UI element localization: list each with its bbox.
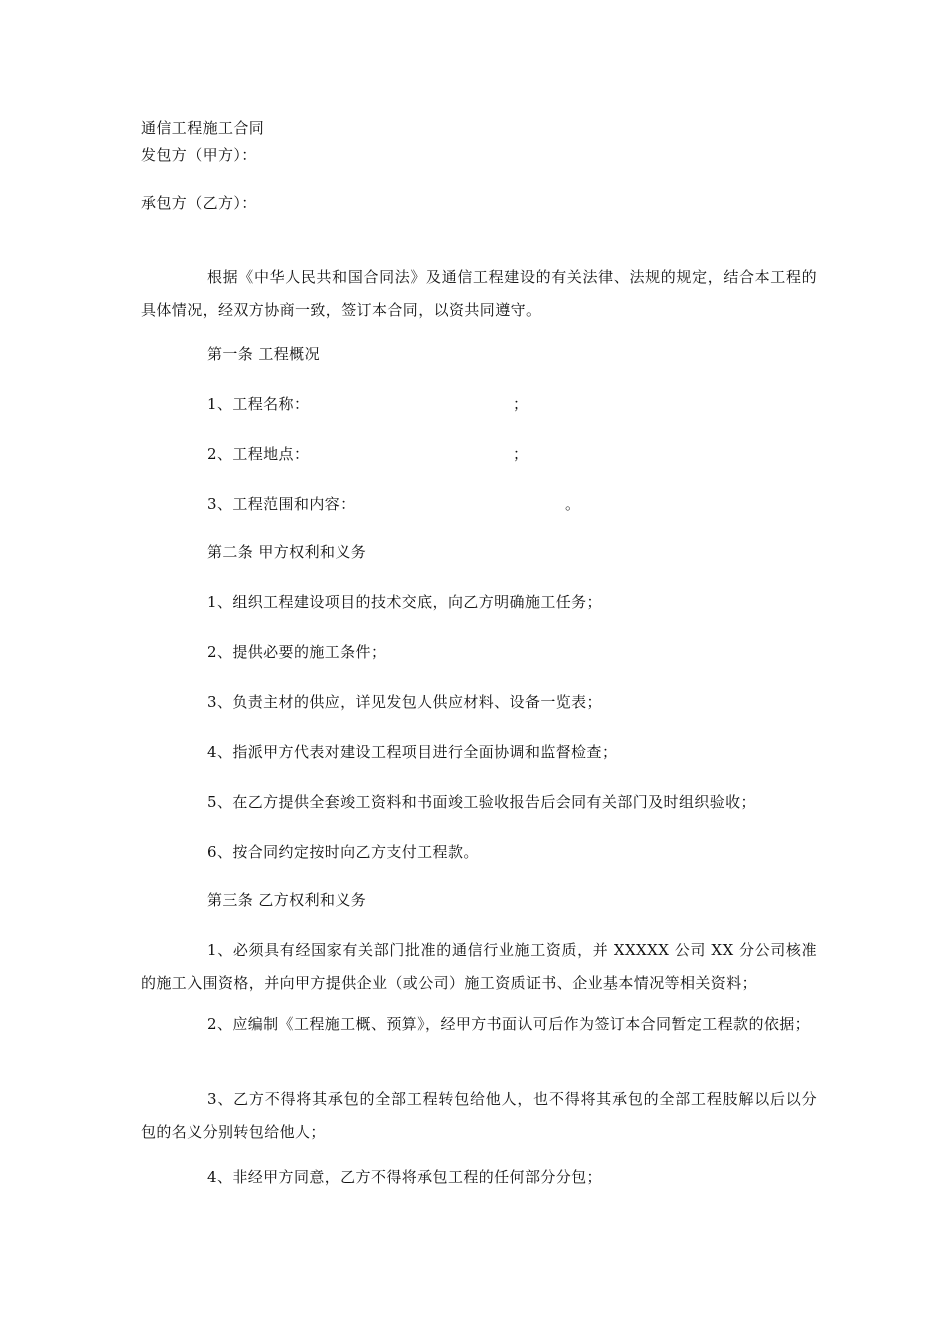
party-a-line: 发包方（甲方）： [141, 146, 257, 164]
article3-heading: 第三条 乙方权利和义务 [207, 891, 367, 909]
article2-item-1: 1、组织工程建设项目的技术交底，向乙方明确施工任务； [207, 593, 602, 611]
party-b-line: 承包方（乙方）： [141, 194, 257, 212]
article2-item-2: 2、提供必要的施工条件； [207, 643, 387, 661]
article1-item1-label: 1、工程名称： [207, 395, 310, 413]
article1-item2-label: 2、工程地点： [207, 445, 310, 463]
article3-item-1: 1、必须具有经国家有关部门批准的通信行业施工资质，并 XXXXX 公司 XX 分公司核准的施工入围资格，并向甲方提供企业（或公司）施工资质证书、企业基本情况等相关资料； [141, 941, 817, 992]
article3-item-4: 4、非经甲方同意，乙方不得将承包工程的任何部分分包； [207, 1168, 602, 1186]
article2-item-4: 4、指派甲方代表对建设工程项目进行全面协调和监督检查； [207, 743, 618, 761]
article2-heading: 第二条 甲方权利和义务 [207, 543, 367, 561]
article3-item-3: 3、乙方不得将其承包的全部工程转包给他人，也不得将其承包的全部工程肢解以后以分包的名义分别转包给他人； [141, 1090, 817, 1141]
document-title: 通信工程施工合同 [141, 119, 265, 137]
article1-item2-end: ； [513, 445, 529, 463]
article2-item-5: 5、在乙方提供全套竣工资料和书面竣工验收报告后会同有关部门及时组织验收； [207, 793, 756, 811]
article1-item1-end: ； [513, 395, 529, 413]
article3-item-2: 2、应编制《工程施工概、预算》，经甲方书面认可后作为签订本合同暂定工程款的依据； [207, 1015, 811, 1033]
preamble-paragraph: 根据《中华人民共和国合同法》及通信工程建设的有关法律、法规的规定，结合本工程的具体情况，经双方协商一致，签订本合同，以资共同遵守。 [141, 268, 817, 319]
article1-heading: 第一条 工程概况 [207, 345, 320, 363]
article2-item-6: 6、按合同约定按时向乙方支付工程款。 [207, 843, 479, 861]
article1-item3-end: 。 [565, 495, 581, 513]
article1-item3-label: 3、工程范围和内容： [207, 495, 356, 513]
article2-item-3: 3、负责主材的供应，详见发包人供应材料、设备一览表； [207, 693, 602, 711]
